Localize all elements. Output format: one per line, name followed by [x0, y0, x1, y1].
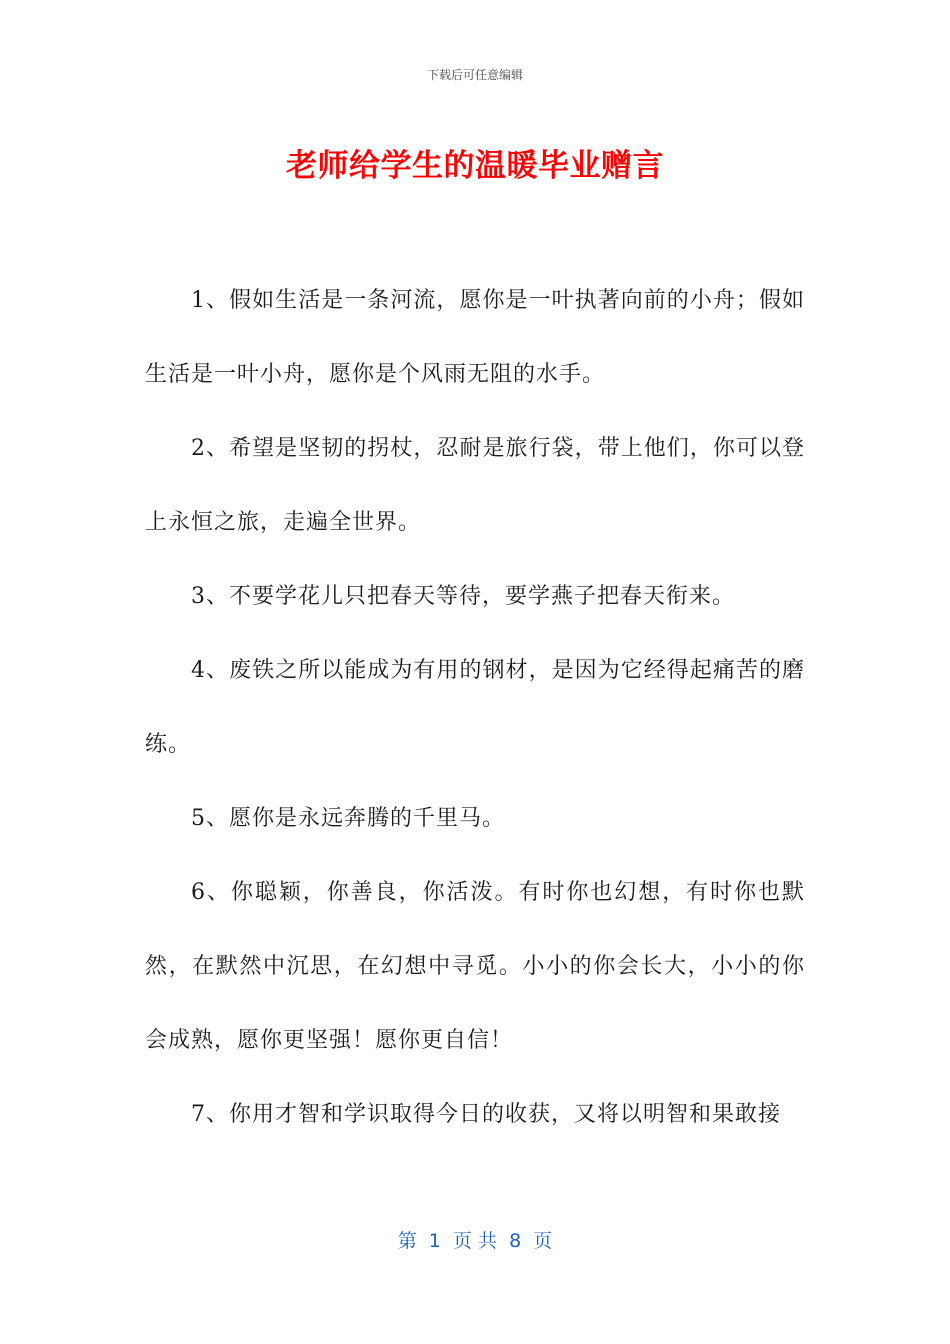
paragraph-4: 4、废铁之所以能成为有用的钢材，是因为它经得起痛苦的磨练。 — [145, 658, 805, 757]
paragraph-5: 5、愿你是永远奔腾的千里马。 — [191, 806, 505, 831]
paragraph-7: 7、你用才智和学识取得今日的收获，又将以明智和果敢接 — [191, 1102, 781, 1127]
document-title: 老师给学生的温暖毕业赠言 — [286, 148, 664, 184]
paragraph-6: 6、你聪颖，你善良，你活泼。有时你也幻想，有时你也默然，在默然中沉思，在幻想中寻觅。小小的你会长大，小小的你会成熟，愿你更坚强！愿你更自信！ — [145, 880, 805, 1053]
document-body — [145, 264, 805, 1152]
page-number-footer: 第 1 页 共 8 页 — [397, 1230, 553, 1252]
paragraph-2: 2、希望是坚韧的拐杖，忍耐是旅行袋，带上他们，你可以登上永恒之旅，走遍全世界。 — [145, 436, 805, 535]
page-header-note: 下载后可任意编辑 — [426, 68, 523, 82]
paragraph-1: 1、假如生活是一条河流，愿你是一叶执著向前的小舟；假如生活是一叶小舟，愿你是个风雨无阻的水手。 — [145, 288, 805, 387]
paragraph-3: 3、不要学花儿只把春天等待，要学燕子把春天衔来。 — [191, 584, 735, 609]
